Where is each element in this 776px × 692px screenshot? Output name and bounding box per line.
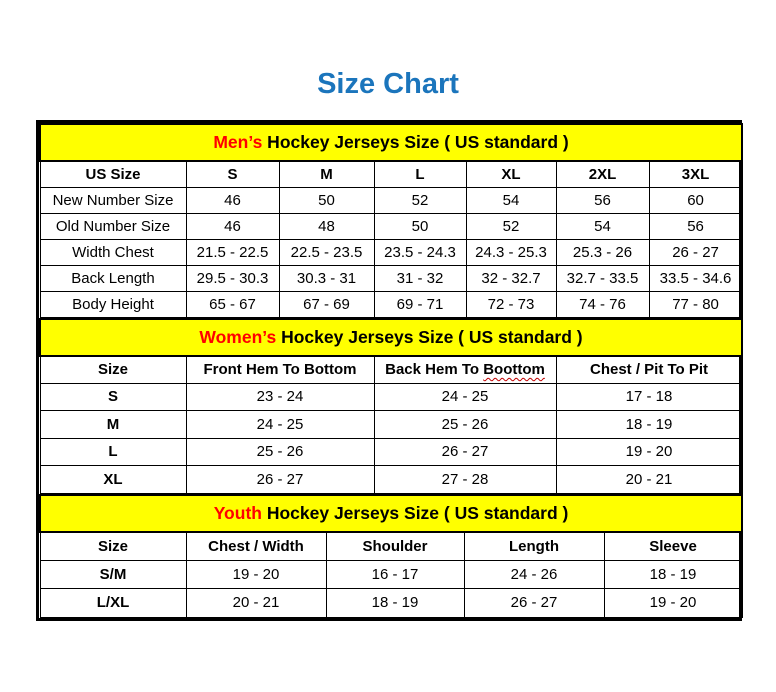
mens-size-value: 69 - 71	[374, 291, 466, 317]
mens-size-value: 46	[186, 213, 279, 239]
mens-col-header: XL	[466, 161, 556, 187]
size-chart	[36, 120, 742, 621]
youth-size-value: 26 - 27	[464, 589, 604, 618]
mens-col-header: L	[374, 161, 466, 187]
mens-col-header: M	[279, 161, 374, 187]
mens-row-label: Back Length	[40, 265, 186, 291]
mens-size-value: 56	[649, 213, 742, 239]
mens-size-value: 21.5 - 22.5	[186, 239, 279, 265]
mens-size-value: 52	[466, 213, 556, 239]
mens-row-label: New Number Size	[40, 187, 186, 213]
youth-section-title-highlight: Youth	[213, 502, 262, 523]
youth-size-value: 18 - 19	[326, 589, 464, 618]
womens-row-label: L	[40, 438, 186, 466]
table-row	[40, 291, 742, 317]
mens-size-value: 25.3 - 26	[556, 239, 649, 265]
mens-size-value: 24.3 - 25.3	[466, 239, 556, 265]
mens-size-value: 46	[186, 187, 279, 213]
womens-size-value: 26 - 27	[374, 438, 556, 466]
mens-size-value: 77 - 80	[649, 291, 742, 317]
womens-col-header: Front Hem To Bottom	[186, 356, 374, 384]
table-row	[40, 589, 742, 618]
womens-size-value: 17 - 18	[556, 383, 742, 411]
mens-row-label: Body Height	[40, 291, 186, 317]
youth-column-header-row	[40, 532, 742, 561]
mens-size-value: 50	[374, 213, 466, 239]
mens-section-title-highlight: Men’s	[213, 132, 263, 152]
youth-size-value: 16 - 17	[326, 560, 464, 589]
youth-size-value: 19 - 20	[186, 560, 326, 589]
table-row	[40, 411, 742, 439]
youth-section-header-row	[40, 495, 742, 532]
mens-size-value: 22.5 - 23.5	[279, 239, 374, 265]
womens-col-header: Size	[40, 356, 186, 384]
womens-section-title	[40, 319, 742, 356]
mens-section-header-row	[40, 124, 742, 161]
youth-row-label: S/M	[40, 560, 186, 589]
mens-col-header: S	[186, 161, 279, 187]
womens-size-value: 20 - 21	[556, 466, 742, 494]
mens-size-value: 26 - 27	[649, 239, 742, 265]
mens-size-value: 23.5 - 24.3	[374, 239, 466, 265]
womens-size-value: 24 - 25	[186, 411, 374, 439]
mens-col-header: 2XL	[556, 161, 649, 187]
table-row	[40, 265, 742, 291]
womens-size-table	[39, 318, 743, 494]
mens-section-title	[40, 124, 742, 161]
mens-size-value: 65 - 67	[186, 291, 279, 317]
table-row	[40, 213, 742, 239]
youth-size-table	[39, 494, 743, 618]
womens-col-header: Chest / Pit To Pit	[556, 356, 742, 384]
womens-column-header-row	[40, 356, 742, 384]
mens-size-value: 72 - 73	[466, 291, 556, 317]
womens-size-value: 18 - 19	[556, 411, 742, 439]
mens-row-label: Width Chest	[40, 239, 186, 265]
womens-row-label: XL	[40, 466, 186, 494]
table-row	[40, 383, 742, 411]
womens-size-value: 23 - 24	[186, 383, 374, 411]
womens-section-title-rest: Hockey Jerseys Size ( US standard )	[276, 326, 583, 347]
mens-size-value: 29.5 - 30.3	[186, 265, 279, 291]
mens-col-header: 3XL	[649, 161, 742, 187]
table-row	[40, 187, 742, 213]
youth-col-header: Sleeve	[604, 532, 742, 561]
womens-size-value: 25 - 26	[374, 411, 556, 439]
womens-size-value: 25 - 26	[186, 438, 374, 466]
table-row	[40, 560, 742, 589]
mens-size-value: 74 - 76	[556, 291, 649, 317]
mens-size-value: 67 - 69	[279, 291, 374, 317]
womens-col-header	[374, 356, 556, 384]
mens-col-header: US Size	[40, 161, 186, 187]
mens-section-title-rest: Hockey Jerseys Size ( US standard )	[262, 132, 569, 152]
mens-row-label: Old Number Size	[40, 213, 186, 239]
mens-size-value: 32 - 32.7	[466, 265, 556, 291]
youth-row-label: L/XL	[40, 589, 186, 618]
youth-size-value: 20 - 21	[186, 589, 326, 618]
youth-col-header: Size	[40, 532, 186, 561]
womens-section-title-highlight: Women’s	[199, 326, 277, 347]
youth-col-header: Shoulder	[326, 532, 464, 561]
mens-size-value: 56	[556, 187, 649, 213]
youth-col-header: Chest / Width	[186, 532, 326, 561]
mens-size-value: 54	[466, 187, 556, 213]
mens-size-value: 60	[649, 187, 742, 213]
womens-section-header-row	[40, 319, 742, 356]
table-row	[40, 438, 742, 466]
youth-size-value: 19 - 20	[604, 589, 742, 618]
womens-col-header-misspelled-word: Boottom	[483, 361, 545, 378]
youth-section-title	[40, 495, 742, 532]
womens-row-label: M	[40, 411, 186, 439]
mens-size-value: 30.3 - 31	[279, 265, 374, 291]
youth-size-value: 18 - 19	[604, 560, 742, 589]
womens-row-label: S	[40, 383, 186, 411]
table-row	[40, 239, 742, 265]
mens-size-value: 31 - 32	[374, 265, 466, 291]
womens-col-header-prefix: Back Hem To	[385, 361, 484, 378]
womens-size-value: 19 - 20	[556, 438, 742, 466]
mens-size-value: 48	[279, 213, 374, 239]
mens-column-header-row	[40, 161, 742, 187]
youth-size-value: 24 - 26	[464, 560, 604, 589]
mens-size-value: 33.5 - 34.6	[649, 265, 742, 291]
mens-size-value: 52	[374, 187, 466, 213]
mens-size-value: 54	[556, 213, 649, 239]
youth-col-header: Length	[464, 532, 604, 561]
womens-size-value: 27 - 28	[374, 466, 556, 494]
mens-size-value: 32.7 - 33.5	[556, 265, 649, 291]
table-row	[40, 466, 742, 494]
mens-size-table	[39, 123, 743, 318]
womens-size-value: 26 - 27	[186, 466, 374, 494]
page-title: Size Chart	[317, 68, 459, 100]
youth-section-title-rest: Hockey Jerseys Size ( US standard )	[261, 502, 569, 523]
womens-size-value: 24 - 25	[374, 383, 556, 411]
mens-size-value: 50	[279, 187, 374, 213]
